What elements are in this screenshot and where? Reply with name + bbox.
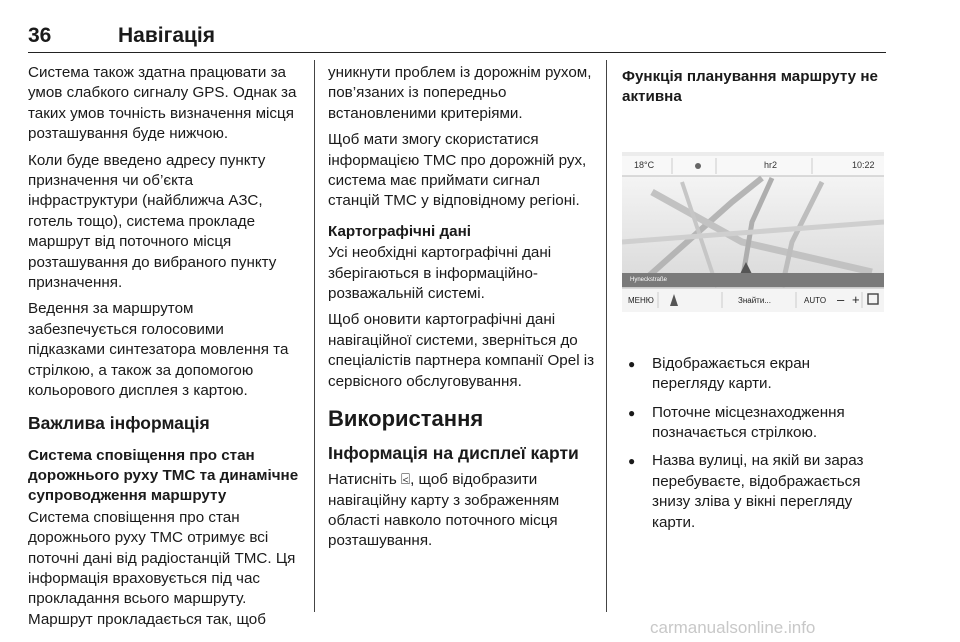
- zoom-in-button[interactable]: +: [852, 291, 860, 307]
- watermark: carmanualsonline.info: [650, 618, 816, 637]
- paragraph: Коли буде введено адресу пункту призначення чи об’єкта інфраструктури (найближча АЗС, готель тощо), система прокладе маршрут від поточного місця розташування до вибраного пункту призначення.: [28, 151, 277, 292]
- map-control-bar: [622, 290, 884, 310]
- auto-zoom-button[interactable]: AUTO: [804, 295, 827, 305]
- section-heading-important: Важлива інформація: [28, 412, 210, 433]
- list-item: ● Поточне місцезнаходження позначається стрілкою.: [622, 403, 886, 444]
- page-number: 36: [28, 24, 52, 47]
- paragraph: Щоб мати змогу скористатися інформацією TMC про дорожній рух, система має приймати сигнал станцій TMC у відповідному регіоні.: [328, 131, 587, 210]
- paragraph: Натисніть ⍃, щоб відобразити навігаційну карту з зображенням області навколо поточного місця розташування.: [328, 471, 560, 550]
- menu-button[interactable]: МЕНЮ: [628, 295, 654, 305]
- paragraph: Ведення за маршрутом забезпечується голосовими підказками синтезатора мовлення та стрілкою, а також за допомогою кольорового дисплея з картою.: [28, 300, 289, 400]
- find-button[interactable]: Знайти...: [738, 295, 771, 305]
- map-screenshot: [622, 122, 884, 318]
- temperature-readout: 18°C: [634, 159, 655, 170]
- paragraph: Щоб оновити картографічні дані навігаційної системи, зверніться до спеціалістів партнера компанії Opel із сервісного обслуговування.: [328, 311, 595, 390]
- zoom-out-button[interactable]: –: [837, 291, 845, 307]
- map-status-bar: [622, 156, 884, 176]
- paragraph: Система також здатна працювати за умов слабкого сигналу GPS. Однак за таких умов точність визначення місця розташування буде нижчою.: [28, 64, 297, 143]
- paragraph: уникнути проблем із дорожнім рухом, пов’язаних із попередньо встановленими критеріями.: [328, 64, 592, 122]
- clock-readout: 10:22: [852, 159, 875, 170]
- header-divider: [28, 52, 886, 53]
- paragraph: Усі необхідні картографічні дані зберігаються в інформаційно-розважальній системі.: [328, 244, 552, 303]
- page-header: [28, 24, 886, 54]
- chapter-title: Навігація: [118, 24, 216, 47]
- subheading-tmc: Система сповіщення про стан дорожнього руху TMC та динамічне супроводження маршруту: [28, 446, 299, 505]
- map-illustration: [622, 122, 884, 318]
- column-divider-2: [606, 60, 607, 612]
- gps-status: hr2: [764, 159, 778, 170]
- bullet-list: [622, 354, 886, 533]
- column-divider-1: [314, 60, 315, 612]
- subheading-planning: Функція планування маршруту не активна: [622, 68, 878, 106]
- subheading-map-info: Інформація на дисплеї карти: [328, 443, 579, 464]
- column-1: [28, 63, 304, 636]
- current-street-label: Hyneckstraße: [630, 276, 668, 283]
- section-heading-usage: Використання: [328, 406, 484, 432]
- list-item: ● Відображається екран перегляду карти.: [622, 354, 886, 395]
- column-3: [622, 63, 886, 541]
- subheading-map-data: Картографічні дані: [328, 222, 471, 240]
- column-2: [328, 63, 596, 558]
- list-item: ● Назва вулиці, на якій ви зараз перебуваєте, відображається знизу зліва у вікні перегляду карти.: [622, 451, 886, 533]
- paragraph: Система сповіщення про стан дорожнього руху TMC отримує всі поточні дані від радіостанцій TMC. Ця інформація враховується під час прокладання всього маршруту. Маршрут прокладається так, щоб: [28, 508, 296, 628]
